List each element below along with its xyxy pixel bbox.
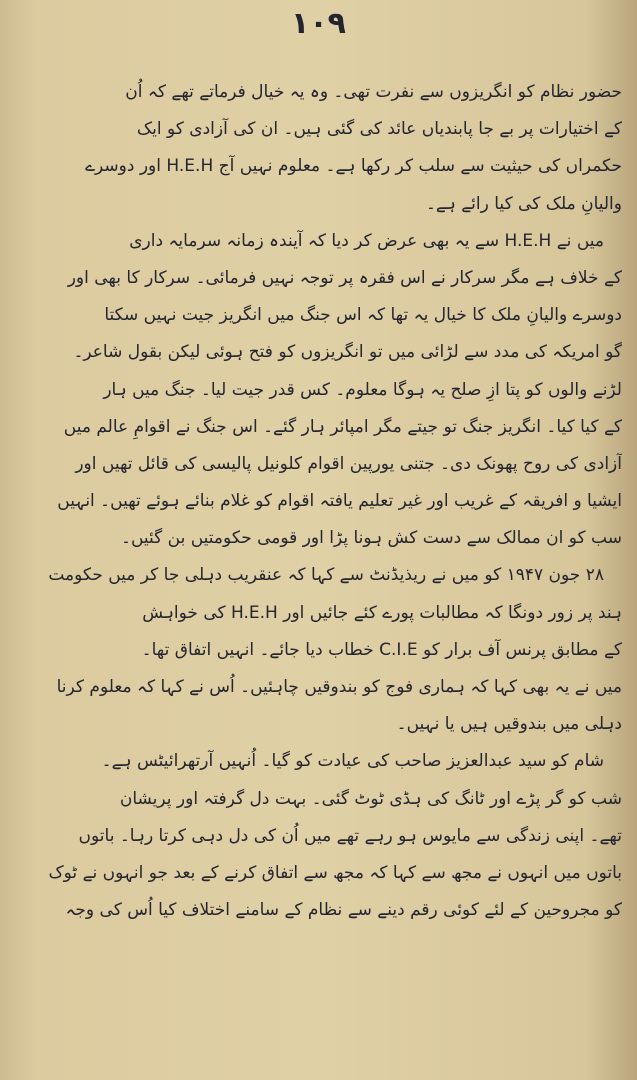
text-line: تھے۔ اپنی زندگی سے مایوس ہو رہے تھے میں اُن کی دل دہی کرتا رہا۔ باتوں — [78, 825, 622, 846]
text-line: باتوں میں انہوں نے مجھ سے کہا کہ مجھ سے اتفاق کرنے کے بعد جو انہوں نے ٹوک — [48, 862, 622, 883]
text-line: والیانِ ملک کی کیا رائے ہے۔ — [425, 193, 622, 214]
text-line: گو امریکہ کی مدد سے لڑائی میں تو انگریزوں کو فتح ہوئی لیکن بقول شاعر۔ — [73, 342, 622, 363]
text-line: ہند پر زور دونگا کہ مطالبات پورے کئے جائیں اور H.E.H کی خواہش — [142, 602, 622, 623]
text-line: لڑنے والوں کو پتا ازِ صلح یہ ہوگا معلوم۔ کس قدر جیت لیا۔ جنگ میں ہار — [103, 379, 622, 400]
text-line: دوسرے والیانِ ملک کا خیال یہ تھا کہ اس جنگ میں انگریز جیت نہیں سکتا — [104, 305, 622, 326]
text-line: کے خلاف ہے مگر سرکار نے اس فقرہ پر توجہ نہیں فرمائی۔ سرکار کا بھی اور — [67, 267, 622, 288]
text-line: ۲۸ جون ۱۹۴۷ کو میں نے ریذیڈنٹ سے کہا کہ عنقریب دہلی جا کر میں حکومت — [48, 565, 604, 586]
text-line: آزادی کی روح پھونک دی۔ جتنی یورپین اقوام کلونیل پالیسی کی قائل تھیں اور — [75, 453, 622, 474]
page-text — [22, 74, 622, 929]
text-line: حضور نظام کو انگریزوں سے نفرت تھی۔ وہ یہ خیال فرماتے تھے کہ اُن — [125, 82, 622, 102]
text-line: کے کیا کیا۔ انگریز جنگ تو جیتے مگر امپائر ہار گئے۔ اس جنگ نے اقوامِ عالم میں — [63, 416, 622, 437]
text-line: حکمراں کی حیثیت سے سلب کر رکھا ہے۔ معلوم نہیں آج H.E.H اور دوسرے — [85, 156, 622, 177]
text-line: میں نے یہ بھی کہا کہ ہماری فوج کو بندوقیں چاہئیں۔ اُس نے کہا کہ معلوم کرنا — [56, 677, 622, 697]
text-line: شب کو گر پڑے اور ٹانگ کی ہڈی ٹوٹ گئی۔ بہت دل گرفتہ اور پریشان — [119, 788, 622, 809]
text-line: کے اختیارات پر بے جا پابندیاں عائد کی گئی ہیں۔ ان کی آزادی کو ایک — [136, 119, 622, 140]
text-line: دہلی میں بندوقیں ہیں یا نہیں۔ — [396, 714, 622, 735]
text-line: میں نے H.E.H سے یہ بھی عرض کر دیا کہ آیندہ زمانہ سرمایہ داری — [129, 230, 604, 251]
text-line: شام کو سید عبدالعزیز صاحب کی عیادت کو گیا۔ اُنہیں آرتھرائیٹس ہے۔ — [101, 751, 604, 772]
page-number: ١٠٩ — [291, 6, 346, 41]
text-line: کو مجروحین کے لئے کوئی رقم دینے سے نظام کے سامنے اختلاف کیا اُس کی وجہ — [65, 900, 622, 921]
text-line: کے مطابق پرنس آف برار کو C.I.E خطاب دیا جائے۔ انہیں اتفاق تھا۔ — [141, 639, 622, 660]
text-line: سب کو ان ممالک سے دست کش ہونا پڑا اور قومی حکومتیں بن گئیں۔ — [121, 528, 622, 549]
text-line: ایشیا و افریقہ کے غریب اور غیر تعلیم یافتہ اقوام کو غلام بنائے ہوئے تھیں۔ انہیں — [57, 491, 622, 512]
